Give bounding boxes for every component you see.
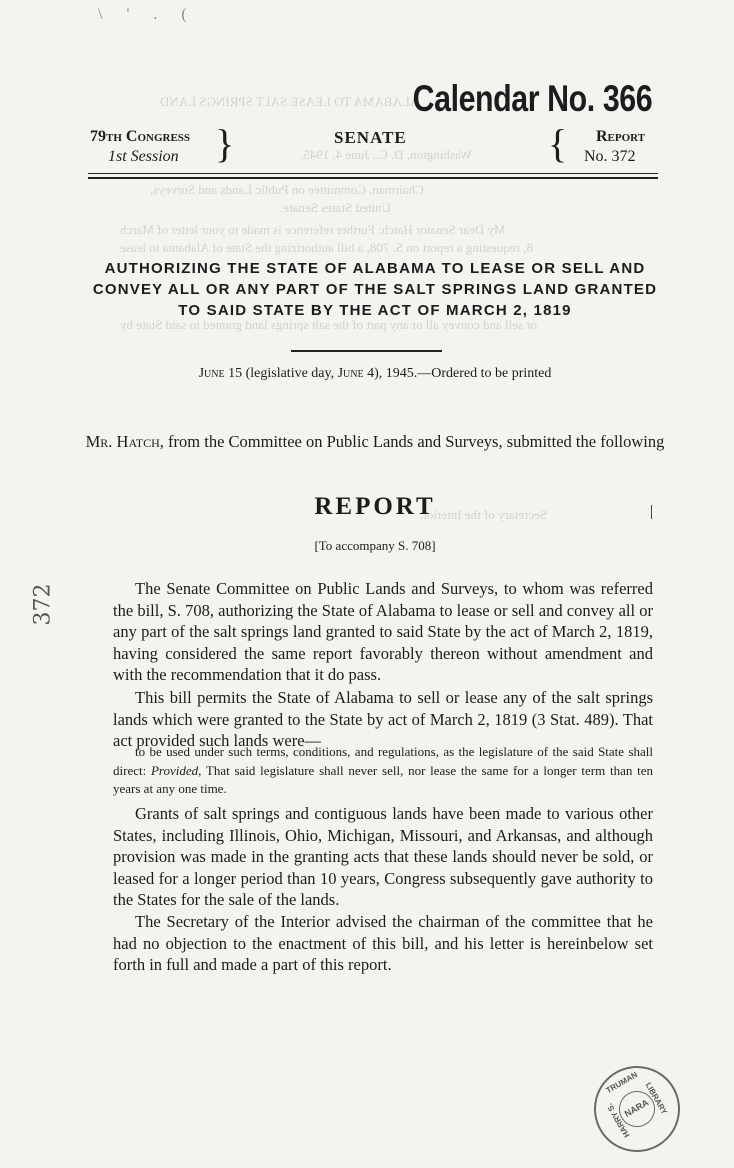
member-name: Mr. Hatch <box>85 432 160 451</box>
bleed-through-line: Chairman, Committee on Public Lands and Surveys, <box>150 182 424 197</box>
bleed-through-line: or sell and convey all or any part of the salt springs land granted to said State by <box>120 317 537 332</box>
stamp-top-text: TRUMAN <box>604 1070 640 1096</box>
submitted-text: , from the Committee on Public Lands and Surveys, submitted the following <box>159 432 665 451</box>
quote-proviso: Provided <box>150 762 199 778</box>
congress-label: 79th Congress <box>90 128 191 145</box>
order-date: June 15 <box>198 366 243 381</box>
bleed-through-line: United States Senate. <box>280 200 391 215</box>
order-text: 4), 1945.—Ordered to be printed <box>363 366 552 381</box>
handwritten-margin-number: 372 <box>30 583 56 626</box>
report-title: AUTHORIZING THE STATE OF ALABAMA TO LEASE OR SELL AND CONVEY ALL OR ANY PART OF THE SALT SPRINGS LAND GRANTED TO SAID STATE BY THE ACT OF MARCH 2, 1819 <box>92 260 658 319</box>
paragraph-other-grants: Grants of salt springs and contiguous lands have been made to various other States, including Illinois, Ohio, Michigan, Missouri, and Arkansas, and although provision was made in the granting acts that these lands should never be sold, or leased for a longer period than 10 years, Congress subsequently gave authority to the States for the sale of the lands. <box>113 804 653 909</box>
report-number: No. 372 <box>584 148 636 165</box>
header-rule-bottom <box>88 177 658 179</box>
left-brace: } <box>215 121 235 166</box>
bleed-through-line: Washington, D. C., June 4, 1945. <box>300 147 472 162</box>
paragraph-committee: The Senate Committee on Public Lands and Surveys, to whom was referred the bill, S. 708, authorizing the State of Alabama to lease or sell and convey all or any part of the salt springs land granted to said State by the act of March 2, 1819, having considered the same report favorably thereon without amendment and with the recommendation that it do pass. <box>113 579 653 684</box>
library-stamp <box>578 1050 695 1167</box>
calendar-number: Calendar No. 366 <box>412 78 652 119</box>
bleed-through-line: Secretary of the Interior. <box>420 507 548 522</box>
chamber-label: SENATE <box>334 128 407 147</box>
stamp-center-text: NARA <box>612 1084 661 1133</box>
order-line: June 15 (legislative day, June 4), 1945.—Ordered to be printed <box>198 366 552 381</box>
order-legislative-month: June <box>337 366 364 381</box>
accompany-note: [To accompany S. 708] <box>314 538 436 553</box>
quote-text-end: , That said legislature shall never sell, nor lease the same for a longer term than ten years at any one time. <box>113 762 653 796</box>
paragraph-secretary: The Secretary of the Interior advised the chairman of the committee that he had no objection to the enactment of this bill, and his letter is hereinbelow set forth in full and made a part of this report. <box>113 912 653 974</box>
report-heading: REPORT <box>314 493 436 520</box>
header-rule-top <box>88 173 658 174</box>
submitted-line <box>80 430 670 453</box>
quoted-act-text <box>113 743 653 799</box>
title-rule <box>291 350 442 352</box>
congress-block <box>90 128 190 146</box>
right-brace: { <box>548 121 568 166</box>
stamp-right-text: LIBRARY <box>643 1080 670 1116</box>
stamp-left-text: HARRY S. <box>604 1101 632 1140</box>
session-label: 1st Session <box>108 148 179 165</box>
bleed-through-line: My Dear Senator Hatch: Further reference is made to your letter of March <box>120 222 506 237</box>
margin-tick <box>651 505 652 519</box>
bleed-through-line: ALABAMA TO LEASE SALT SPRINGS LAND <box>160 94 420 109</box>
top-pencil-marks: \ ' . ( <box>98 6 197 23</box>
quote-text-start: to be used under such terms, conditions, and regulations, as the legislature of the said State shall direct: <box>113 744 653 778</box>
paragraph-bill-summary: This bill permits the State of Alabama to sell or lease any of the salt springs lands which were granted to the State by act of March 2, 1819 (3 Stat. 489). That act provided such lands were— <box>113 688 653 750</box>
report-label: Report <box>596 128 646 145</box>
bleed-through-line: 8, requesting a report on S. 708, a bill authorizing the State of Alabama to lease <box>120 240 534 255</box>
